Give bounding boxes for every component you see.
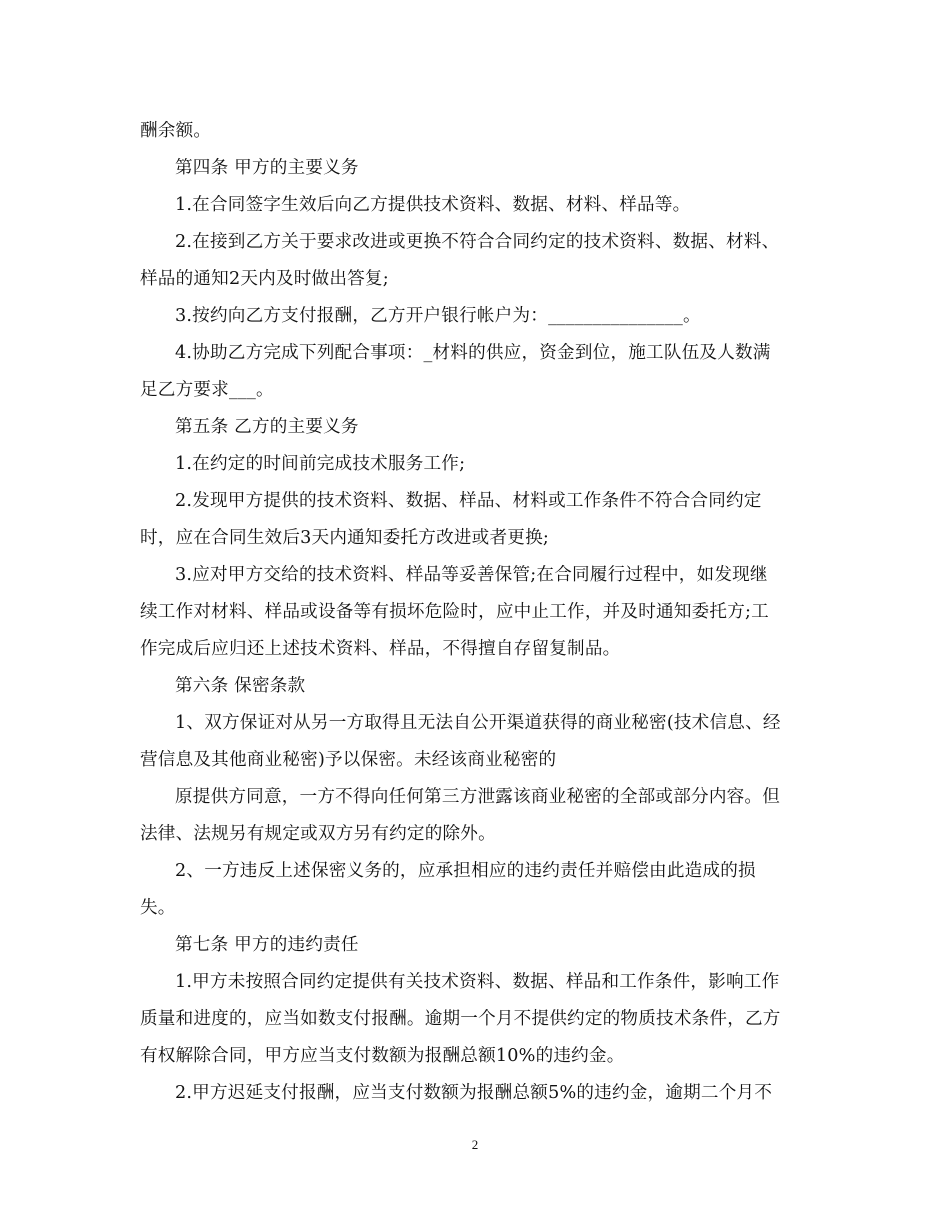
text-line: 营信息及其他商业秘密)予以保密。未经该商业秘密的 (140, 750, 557, 770)
text-line: 1、双方保证对从另一方取得且无法自公开渠道获得的商业秘密(技术信息、经 (175, 713, 781, 733)
text-line: 足乙方要求___。 (140, 380, 274, 400)
text-line: 法律、法规另有规定或双方另有约定的除外。 (140, 824, 496, 844)
text-line: 续工作对材料、样品或设备等有损坏危险时，应中止工作，并及时通知委托方;工 (140, 602, 769, 622)
text-line: 1.在合同签字生效后向乙方提供技术资料、数据、材料、样品等。 (175, 195, 691, 215)
text-line: 有权解除合同，甲方应当支付数额为报酬总额10%的违约金。 (140, 1046, 625, 1066)
section-heading: 第六条 保密条款 (175, 676, 306, 696)
text-line: 原提供方同意，一方不得向任何第三方泄露该商业秘密的全部或部分内容。但 (175, 787, 780, 807)
text-line: 失。 (140, 898, 176, 918)
text-line: 1.在约定的时间前完成技术服务工作; (175, 454, 466, 474)
text-line: 2.在接到乙方关于要求改进或更换不符合合同约定的技术资料、数据、材料、 (175, 232, 780, 252)
text-line: 样品的通知2天内及时做出答复; (140, 269, 389, 289)
text-line: 3.应对甲方交给的技术资料、样品等妥善保管;在合同履行过程中，如发现继 (175, 565, 768, 585)
section-heading: 第五条 乙方的主要义务 (175, 417, 359, 437)
text-line: 作完成后应归还上述技术资料、样品，不得擅自存留复制品。 (140, 639, 621, 659)
section-heading: 第四条 甲方的主要义务 (175, 158, 359, 178)
text-line: 质量和进度的，应当如数支付报酬。逾期一个月不提供约定的物质技术条件，乙方 (140, 1009, 781, 1029)
text-line: 时，应在合同生效后3天内通知委托方改进或者更换; (140, 528, 549, 548)
text-line: 3.按约向乙方支付报酬，乙方开户银行帐户为：_______________。 (175, 306, 701, 326)
text-line: 2、一方违反上述保密义务的，应承担相应的违约责任并赔偿由此造成的损 (175, 861, 756, 881)
text-line: 2.甲方迟延支付报酬，应当支付数额为报酬总额5%的违约金，逾期二个月不 (175, 1083, 773, 1103)
text-line: 4.协助乙方完成下列配合事项：_材料的供应，资金到位，施工队伍及人数满 (175, 343, 771, 363)
section-heading: 第七条 甲方的违约责任 (175, 935, 359, 955)
page-number: 2 (471, 1137, 479, 1152)
text-line: 酬余额。 (140, 121, 212, 141)
text-line: 1.甲方未按照合同约定提供有关技术资料、数据、样品和工作条件，影响工作 (175, 972, 780, 992)
text-line: 2.发现甲方提供的技术资料、数据、样品、材料或工作条件不符合合同约定 (175, 491, 762, 511)
